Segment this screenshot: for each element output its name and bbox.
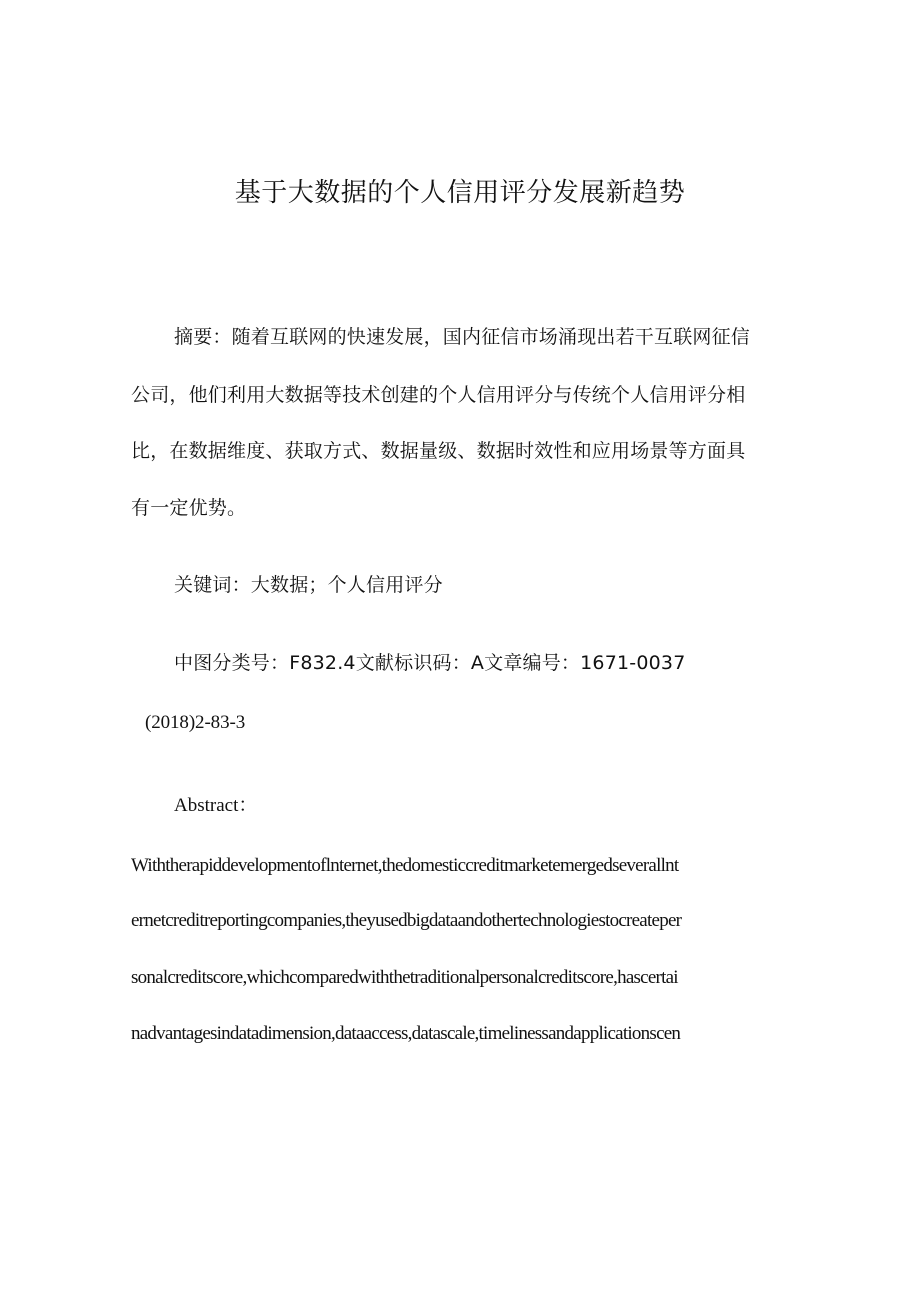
abstract-en-line-4: nadvantagesindatadimension,dataaccess,datascale,timelinessandapplicationscen — [131, 1023, 681, 1044]
classification-line-continued: (2018)2-83-3 — [145, 712, 246, 733]
keywords-line: 关键词：大数据；个人信用评分 — [174, 574, 443, 596]
abstract-cn-line-3: 比，在数据维度、获取方式、数据量级、数据时效性和应用场景等方面具 — [131, 440, 746, 462]
abstract-cn-line-1: 摘要：随着互联网的快速发展，国内征信市场涌现出若干互联网征信 — [174, 326, 751, 348]
classification-line: 中图分类号：F832.4文献标识码：A文章编号：1671-0037 — [174, 652, 686, 674]
paper-title: 基于大数据的个人信用评分发展新趋势 — [234, 178, 686, 208]
abstract-cn-line-4: 有一定优势。 — [131, 497, 247, 519]
abstract-en-label: Abstract： — [174, 795, 258, 816]
abstract-en-line-2: ernetcreditreportingcompanies,theyusedbigdataandothertechnologiestocreateper — [131, 910, 682, 931]
abstract-cn-line-2: 公司，他们利用大数据等技术创建的个人信用评分与传统个人信用评分相 — [131, 384, 746, 406]
abstract-en-line-3: sonalcreditscore,whichcomparedwiththetraditionalpersonalcreditscore,hascertai — [131, 967, 678, 988]
abstract-en-line-1: Withtherapiddevelopmentoflnternet,thedomesticcreditmarketemergedseverallnt — [131, 855, 679, 876]
